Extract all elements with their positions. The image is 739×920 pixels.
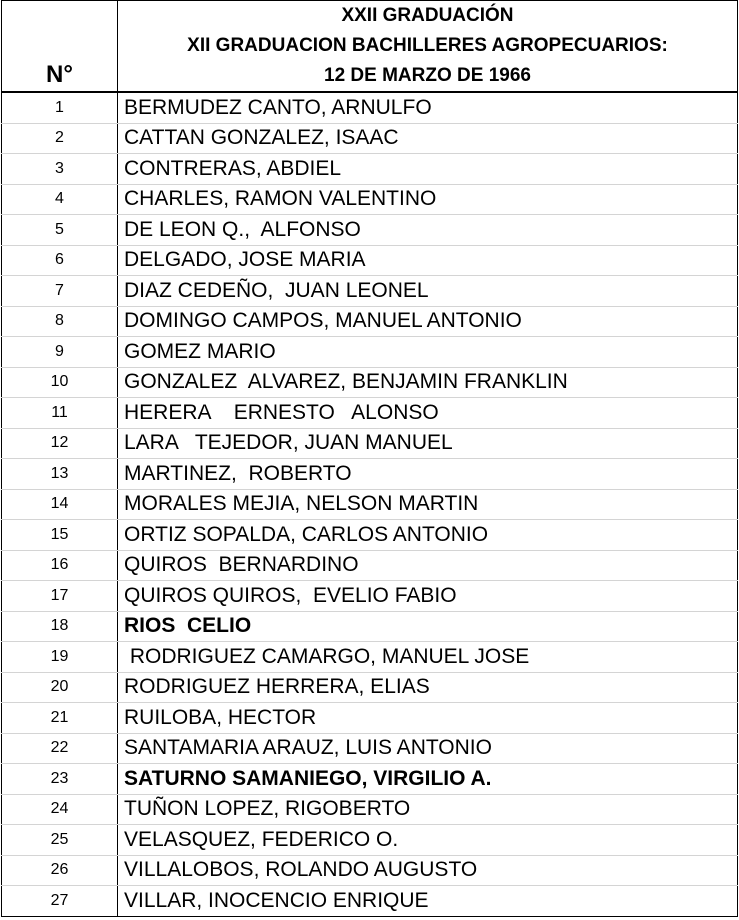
row-number-cell[interactable]: 5 [2, 215, 118, 246]
row-number-cell[interactable]: 4 [2, 184, 118, 215]
table-row [2, 489, 738, 520]
graduate-name-cell[interactable]: QUIROS BERNARDINO [118, 550, 738, 581]
graduate-name-cell[interactable]: MORALES MEJIA, NELSON MARTIN [118, 489, 738, 520]
graduate-name-cell[interactable]: RUILOBA, HECTOR [118, 703, 738, 734]
table-row [2, 794, 738, 825]
graduate-name-cell[interactable]: ORTIZ SOPALDA, CARLOS ANTONIO [118, 520, 738, 551]
graduate-name-cell[interactable]: DIAZ CEDEÑO, JUAN LEONEL [118, 276, 738, 307]
graduate-name-cell[interactable]: BERMUDEZ CANTO, ARNULFO [118, 92, 738, 123]
table-row [2, 855, 738, 886]
table-row [2, 398, 738, 429]
table-row [2, 154, 738, 185]
table-row [2, 276, 738, 307]
graduation-subtitle[interactable]: XII GRADUACION BACHILLERES AGROPECUARIOS: [118, 31, 738, 61]
table-row [2, 825, 738, 856]
table-row [2, 184, 738, 215]
table-row [2, 306, 738, 337]
row-number-cell[interactable]: 22 [2, 733, 118, 764]
graduate-name-cell[interactable]: VELASQUEZ, FEDERICO O. [118, 825, 738, 856]
row-number-cell[interactable]: 25 [2, 825, 118, 856]
row-number-cell[interactable]: 20 [2, 672, 118, 703]
graduate-name-cell[interactable]: TUÑON LOPEZ, RIGOBERTO [118, 794, 738, 825]
graduate-name-cell[interactable]: GOMEZ MARIO [118, 337, 738, 368]
row-number-cell[interactable]: 12 [2, 428, 118, 459]
row-number-cell[interactable]: 1 [2, 92, 118, 123]
table-row [2, 520, 738, 551]
graduate-name-cell[interactable]: GONZALEZ ALVAREZ, BENJAMIN FRANKLIN [118, 367, 738, 398]
table-header [2, 1, 738, 93]
row-number-cell[interactable]: 21 [2, 703, 118, 734]
graduate-name-cell[interactable]: CHARLES, RAMON VALENTINO [118, 184, 738, 215]
graduate-name-cell[interactable]: SATURNO SAMANIEGO, VIRGILIO A. [118, 764, 738, 795]
row-number-cell[interactable]: 8 [2, 306, 118, 337]
row-number-cell[interactable]: 15 [2, 520, 118, 551]
graduate-name-cell[interactable]: RODRIGUEZ HERRERA, ELIAS [118, 672, 738, 703]
graduate-name-cell[interactable]: VILLAR, INOCENCIO ENRIQUE [118, 886, 738, 917]
row-number-cell[interactable]: 19 [2, 642, 118, 673]
row-number-cell[interactable]: 7 [2, 276, 118, 307]
table-row [2, 733, 738, 764]
graduate-name-cell[interactable]: DELGADO, JOSE MARIA [118, 245, 738, 276]
row-number-cell[interactable]: 18 [2, 611, 118, 642]
graduate-name-cell[interactable]: QUIROS QUIROS, EVELIO FABIO [118, 581, 738, 612]
table-row [2, 611, 738, 642]
row-number-cell[interactable]: 24 [2, 794, 118, 825]
table-row [2, 672, 738, 703]
graduate-name-cell[interactable]: LARA TEJEDOR, JUAN MANUEL [118, 428, 738, 459]
graduates-table [1, 0, 738, 917]
table-row [2, 215, 738, 246]
table-row [2, 459, 738, 490]
table-row [2, 764, 738, 795]
table-row [2, 550, 738, 581]
graduation-title[interactable]: XXII GRADUACIÓN [118, 1, 738, 32]
graduates-list [2, 92, 738, 916]
row-number-cell[interactable]: 17 [2, 581, 118, 612]
graduation-date[interactable]: 12 DE MARZO DE 1966 [118, 61, 738, 92]
graduate-name-cell[interactable]: SANTAMARIA ARAUZ, LUIS ANTONIO [118, 733, 738, 764]
row-number-cell[interactable]: 14 [2, 489, 118, 520]
graduate-name-cell[interactable]: CATTAN GONZALEZ, ISAAC [118, 123, 738, 154]
graduate-name-cell[interactable]: MARTINEZ, ROBERTO [118, 459, 738, 490]
table-row [2, 337, 738, 368]
table-row [2, 428, 738, 459]
table-row [2, 92, 738, 123]
graduate-name-cell[interactable]: RIOS CELIO [118, 611, 738, 642]
table-row [2, 245, 738, 276]
graduate-name-cell[interactable]: VILLALOBOS, ROLANDO AUGUSTO [118, 855, 738, 886]
row-number-cell[interactable]: 3 [2, 154, 118, 185]
row-number-cell[interactable]: 9 [2, 337, 118, 368]
row-number-cell[interactable]: 23 [2, 764, 118, 795]
graduate-name-cell[interactable]: DOMINGO CAMPOS, MANUEL ANTONIO [118, 306, 738, 337]
row-number-cell[interactable]: 10 [2, 367, 118, 398]
row-number-cell[interactable]: 2 [2, 123, 118, 154]
graduate-name-cell[interactable]: RODRIGUEZ CAMARGO, MANUEL JOSE [118, 642, 738, 673]
row-number-cell[interactable]: 27 [2, 886, 118, 917]
table-row [2, 703, 738, 734]
table-row [2, 123, 738, 154]
graduate-name-cell[interactable]: CONTRERAS, ABDIEL [118, 154, 738, 185]
row-number-cell[interactable]: 13 [2, 459, 118, 490]
table-row [2, 581, 738, 612]
table-row [2, 886, 738, 917]
number-column-header[interactable]: N° [2, 1, 118, 93]
row-number-cell[interactable]: 11 [2, 398, 118, 429]
row-number-cell[interactable]: 6 [2, 245, 118, 276]
graduate-name-cell[interactable]: HERERA ERNESTO ALONSO [118, 398, 738, 429]
table-row [2, 367, 738, 398]
graduate-name-cell[interactable]: DE LEON Q., ALFONSO [118, 215, 738, 246]
row-number-cell[interactable]: 26 [2, 855, 118, 886]
row-number-cell[interactable]: 16 [2, 550, 118, 581]
table-row [2, 642, 738, 673]
